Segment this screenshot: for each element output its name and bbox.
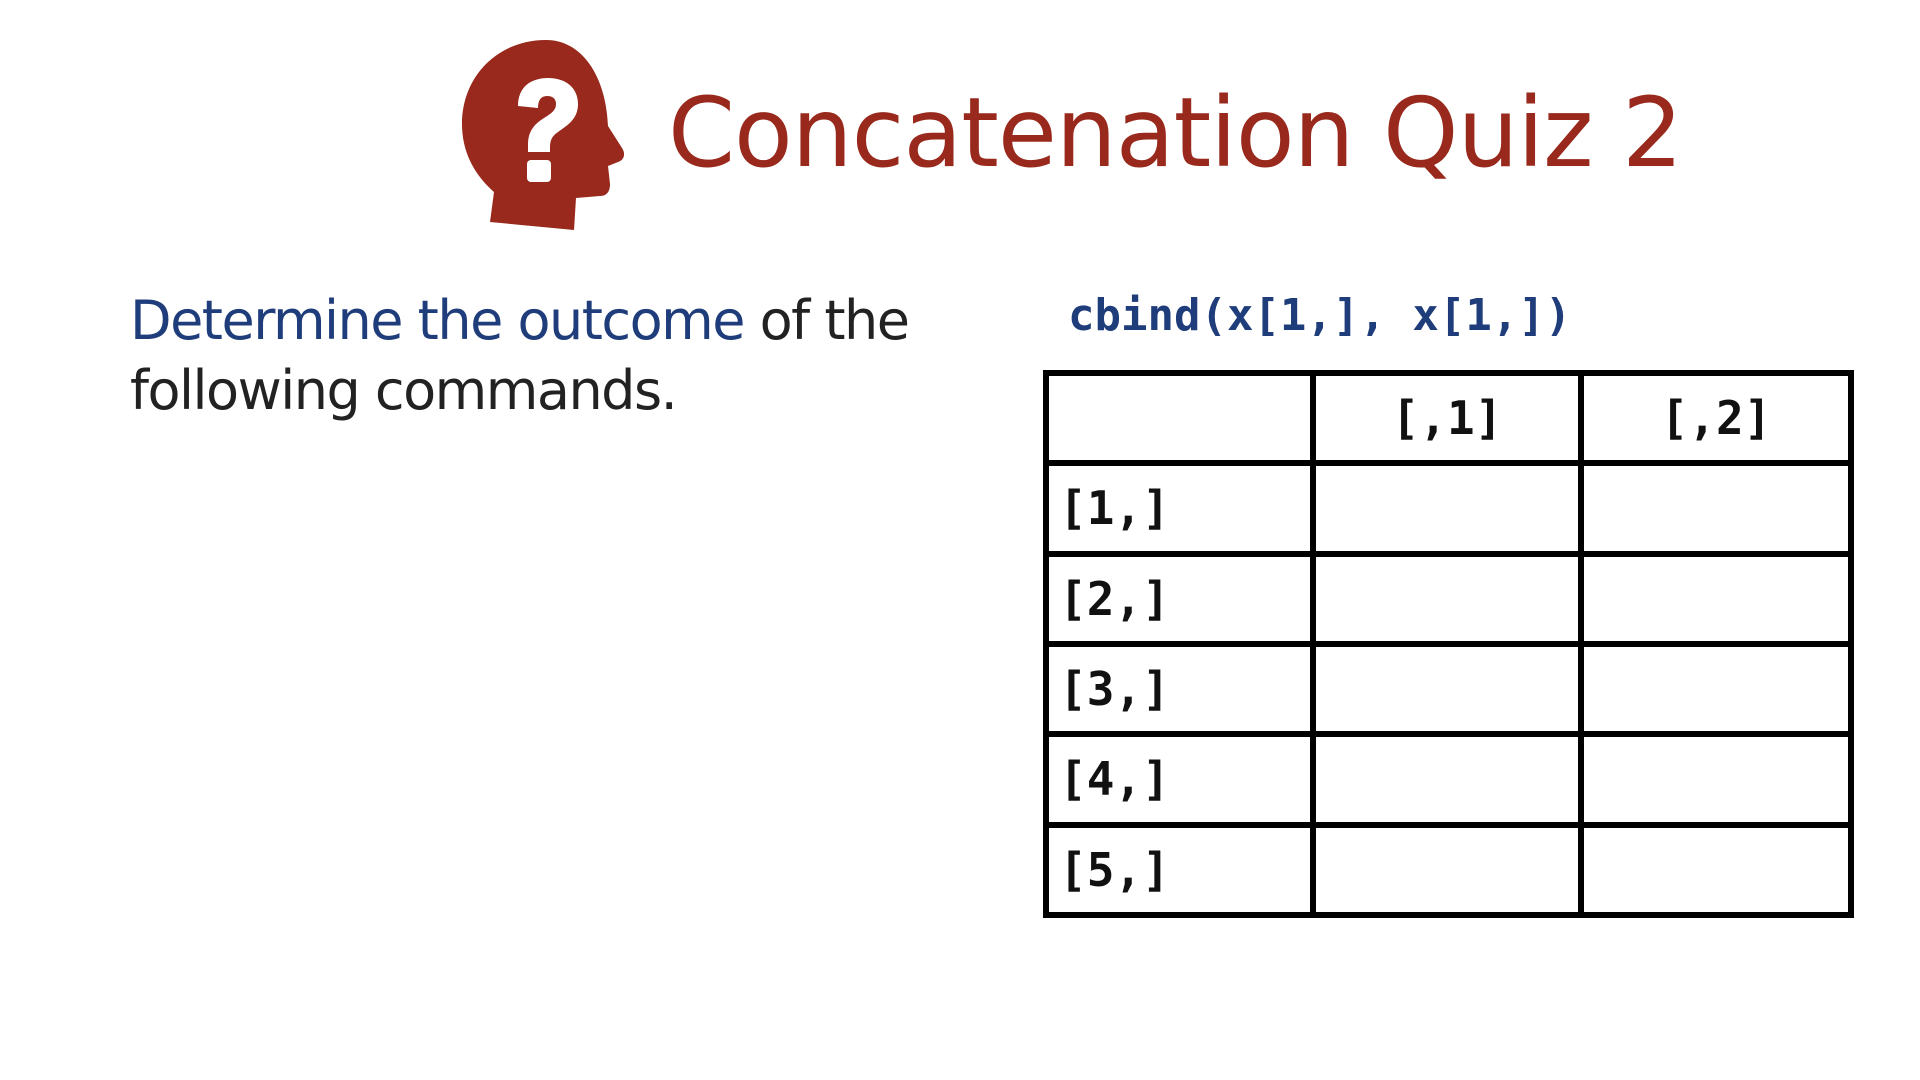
- table-cell: [1581, 463, 1851, 553]
- instructions-text: [130, 286, 950, 426]
- question-head-icon: [458, 36, 638, 236]
- row-header: [1,]: [1046, 463, 1313, 553]
- row-header: [5,]: [1046, 825, 1313, 915]
- row-header: [2,]: [1046, 554, 1313, 644]
- table-row: [1046, 644, 1851, 734]
- table-row: [1046, 825, 1851, 915]
- table-cell: [1313, 554, 1581, 644]
- table-cell: [1581, 734, 1851, 824]
- column-header-1: [,1]: [1313, 373, 1581, 463]
- table-corner-cell: [1046, 373, 1313, 463]
- instructions-emphasis: Determine the outcome: [130, 289, 744, 352]
- table-cell: [1313, 463, 1581, 553]
- table-header-row: [1046, 373, 1851, 463]
- result-table: [1043, 370, 1854, 918]
- row-header: [4,]: [1046, 734, 1313, 824]
- quiz-header: [458, 36, 638, 236]
- table-cell: [1581, 825, 1851, 915]
- column-header-2: [,2]: [1581, 373, 1851, 463]
- instructions-rest: of the following commands.: [130, 289, 909, 422]
- table-cell: [1313, 644, 1581, 734]
- table-row: [1046, 554, 1851, 644]
- table-row: [1046, 734, 1851, 824]
- table-row: [1046, 463, 1851, 553]
- page-title: Concatenation Quiz 2: [668, 77, 1683, 189]
- table-cell: [1313, 825, 1581, 915]
- table-cell: [1313, 734, 1581, 824]
- command-text: cbind(x[1,], x[1,]): [1068, 290, 1572, 341]
- table-cell: [1581, 644, 1851, 734]
- row-header: [3,]: [1046, 644, 1313, 734]
- table-cell: [1581, 554, 1851, 644]
